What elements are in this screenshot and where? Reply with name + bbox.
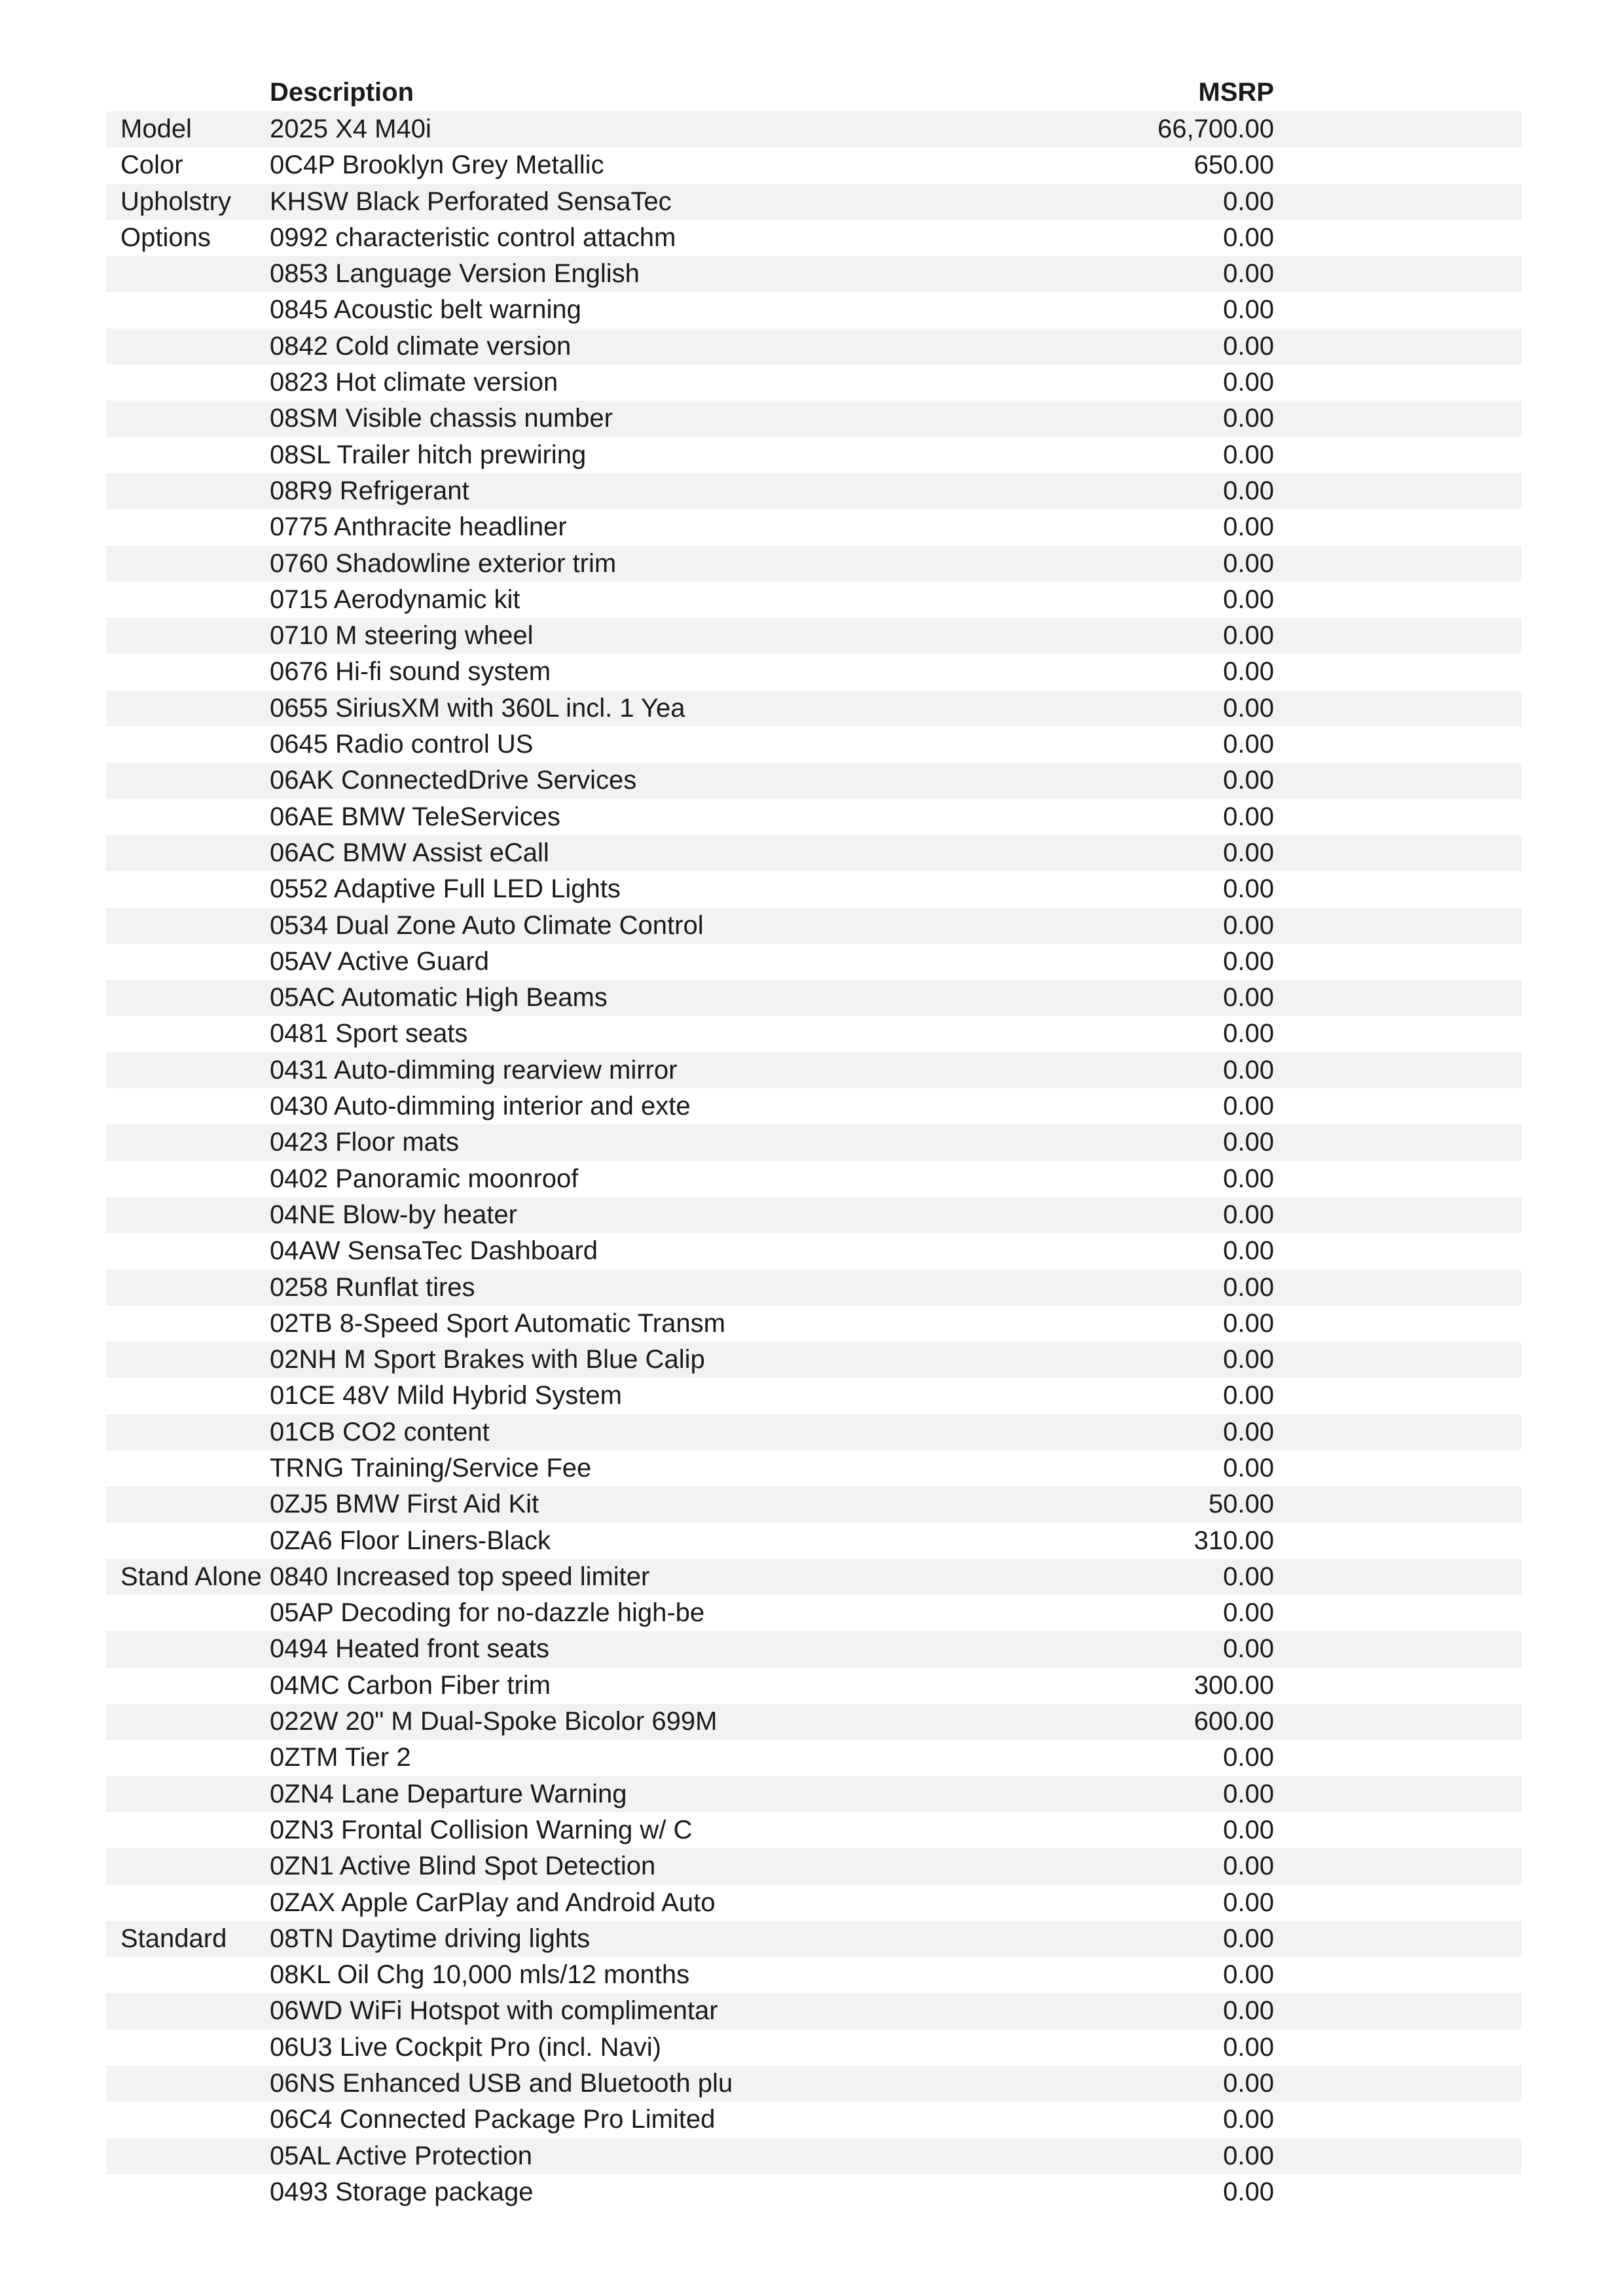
row-msrp: 0.00: [1223, 766, 1274, 795]
row-msrp: 0.00: [1223, 1236, 1274, 1266]
row-msrp: 0.00: [1223, 1128, 1274, 1157]
table-row: [106, 618, 1522, 654]
row-description: 0423 Floor mats: [270, 1128, 460, 1157]
row-msrp: 0.00: [1223, 331, 1274, 361]
row-description: 0845 Acoustic belt warning: [270, 295, 581, 325]
table-row: [106, 654, 1522, 690]
table-row: [106, 1486, 1522, 1522]
table-row: [106, 1776, 1522, 1812]
table-row: [106, 184, 1522, 220]
row-msrp: 0.00: [1223, 1888, 1274, 1917]
row-msrp: 0.00: [1223, 946, 1274, 976]
row-category: Standard: [120, 1924, 227, 1953]
table-row: [106, 147, 1522, 183]
table-row: [106, 1378, 1522, 1414]
table-row: [106, 220, 1522, 256]
table-row: [106, 401, 1522, 437]
row-msrp: 0.00: [1223, 440, 1274, 469]
row-description: 06C4 Connected Package Pro Limited: [270, 2105, 716, 2134]
row-msrp: 0.00: [1223, 838, 1274, 867]
row-description: 05AL Active Protection: [270, 2141, 532, 2170]
row-msrp: 0.00: [1223, 1815, 1274, 1844]
row-msrp: 0.00: [1223, 1345, 1274, 1374]
row-description: 0ZN4 Lane Departure Warning: [270, 1779, 627, 1808]
row-msrp: 0.00: [1223, 368, 1274, 397]
row-msrp: 0.00: [1223, 1743, 1274, 1772]
table-row: [106, 582, 1522, 618]
row-msrp: 0.00: [1223, 621, 1274, 651]
table-row: [106, 1016, 1522, 1052]
row-description: 06AK ConnectedDrive Services: [270, 766, 637, 795]
row-description: 06AE BMW TeleServices: [270, 802, 560, 831]
row-description: 04NE Blow-by heater: [270, 1200, 517, 1229]
table-row: [106, 691, 1522, 726]
row-msrp: 0.00: [1223, 512, 1274, 542]
row-msrp: 0.00: [1223, 1055, 1274, 1085]
table-row: [106, 256, 1522, 292]
row-description: 0493 Storage package: [270, 2177, 534, 2206]
header-description: Description: [270, 78, 414, 107]
row-msrp: 66,700.00: [1158, 115, 1274, 143]
row-description: 2025 X4 M40i: [270, 115, 431, 143]
table-row: [106, 2174, 1522, 2210]
table-row: [106, 1052, 1522, 1088]
row-msrp: 0.00: [1223, 1562, 1274, 1591]
row-msrp: 0.00: [1223, 1092, 1274, 1121]
table-row: [106, 292, 1522, 328]
table-row: [106, 329, 1522, 365]
row-msrp: 0.00: [1223, 802, 1274, 831]
row-description: 06AC BMW Assist eCall: [270, 838, 549, 867]
table-row: [106, 1559, 1522, 1595]
row-description: 0655 SiriusXM with 360L incl. 1 Yea: [270, 693, 685, 723]
header-msrp: MSRP: [1198, 78, 1274, 107]
table-row: [106, 835, 1522, 871]
row-description: 022W 20" M Dual-Spoke Bicolor 699M: [270, 1707, 718, 1736]
row-msrp: 650.00: [1194, 151, 1274, 180]
row-description: 0760 Shadowline exterior trim: [270, 548, 617, 578]
table-row: [106, 1088, 1522, 1124]
row-msrp: 0.00: [1223, 548, 1274, 578]
row-description: 0840 Increased top speed limiter: [270, 1562, 650, 1591]
table-row: [106, 1740, 1522, 1776]
row-category: Color: [120, 151, 183, 180]
table-row: [106, 908, 1522, 944]
table-row: [106, 2138, 1522, 2174]
table-row: [106, 944, 1522, 980]
row-description: 0775 Anthracite headliner: [270, 512, 567, 542]
row-description: 0402 Panoramic moonroof: [270, 1164, 579, 1193]
table-row: [106, 1595, 1522, 1631]
row-msrp: 0.00: [1223, 1634, 1274, 1664]
msrp-table: [106, 75, 1522, 2210]
row-category: Options: [120, 223, 211, 252]
row-description: 0ZN3 Frontal Collision Warning w/ C: [270, 1815, 693, 1844]
table-row: [106, 871, 1522, 907]
row-description: TRNG Training/Service Fee: [270, 1453, 592, 1482]
row-msrp: 0.00: [1223, 1019, 1274, 1049]
table-row: [106, 1921, 1522, 1957]
table-header-row: [106, 75, 1522, 111]
table-row: [106, 1270, 1522, 1306]
row-description: 02TB 8-Speed Sport Automatic Transm: [270, 1308, 725, 1338]
table-row: [106, 1631, 1522, 1667]
table-row: [106, 980, 1522, 1016]
row-msrp: 0.00: [1223, 1996, 1274, 2026]
row-msrp: 0.00: [1223, 1453, 1274, 1482]
table-row: [106, 1161, 1522, 1197]
row-msrp: 0.00: [1223, 1852, 1274, 1881]
row-msrp: 0.00: [1223, 657, 1274, 687]
row-description: 0ZN1 Active Blind Spot Detection: [270, 1852, 656, 1881]
row-description: 05AV Active Guard: [270, 946, 489, 976]
row-description: 0842 Cold climate version: [270, 331, 572, 361]
row-description: 02NH M Sport Brakes with Blue Calip: [270, 1345, 705, 1374]
row-msrp: 0.00: [1223, 2177, 1274, 2206]
row-description: 01CE 48V Mild Hybrid System: [270, 1381, 622, 1410]
row-msrp: 0.00: [1223, 1381, 1274, 1410]
row-description: 08SL Trailer hitch prewiring: [270, 440, 587, 469]
row-msrp: 0.00: [1223, 1200, 1274, 1229]
row-description: 0258 Runflat tires: [270, 1272, 475, 1302]
row-description: 08SM Visible chassis number: [270, 404, 613, 433]
table-row: [106, 437, 1522, 473]
row-description: 0715 Aerodynamic kit: [270, 584, 520, 614]
row-description: 0ZTM Tier 2: [270, 1743, 411, 1772]
table-row: [106, 1197, 1522, 1233]
row-description: 0676 Hi-fi sound system: [270, 657, 551, 687]
row-description: 0645 Radio control US: [270, 730, 534, 759]
row-msrp: 0.00: [1223, 1779, 1274, 1808]
row-msrp: 0.00: [1223, 1164, 1274, 1193]
row-msrp: 0.00: [1223, 730, 1274, 759]
table-row: [106, 1523, 1522, 1559]
row-msrp: 0.00: [1223, 910, 1274, 940]
table-row: [106, 726, 1522, 762]
table-row: [106, 1342, 1522, 1378]
table-row: [106, 1233, 1522, 1269]
row-msrp: 0.00: [1223, 187, 1274, 216]
row-description: 0481 Sport seats: [270, 1019, 468, 1049]
table-row: [106, 1450, 1522, 1486]
row-msrp: 0.00: [1223, 1417, 1274, 1446]
row-description: 0710 M steering wheel: [270, 621, 534, 651]
table-row: [106, 2030, 1522, 2066]
table-row: [106, 1812, 1522, 1848]
row-description: 08R9 Refrigerant: [270, 476, 469, 505]
row-description: 0C4P Brooklyn Grey Metallic: [270, 151, 604, 180]
table-row: [106, 2102, 1522, 2138]
row-msrp: 0.00: [1223, 259, 1274, 289]
row-description: 05AC Automatic High Beams: [270, 983, 608, 1013]
row-msrp: 0.00: [1223, 1598, 1274, 1628]
row-msrp: 0.00: [1223, 476, 1274, 505]
row-msrp: 0.00: [1223, 874, 1274, 904]
row-description: 0431 Auto-dimming rearview mirror: [270, 1055, 678, 1085]
row-description: 0ZA6 Floor Liners-Black: [270, 1526, 551, 1555]
row-msrp: 0.00: [1223, 2069, 1274, 2098]
table-row: [106, 365, 1522, 401]
row-msrp: 0.00: [1223, 983, 1274, 1013]
table-row: [106, 1414, 1522, 1450]
row-description: 06NS Enhanced USB and Bluetooth plu: [270, 2069, 733, 2098]
row-category: Model: [120, 115, 192, 143]
table-row: [106, 1848, 1522, 1884]
table-row: [106, 546, 1522, 582]
table-row: [106, 509, 1522, 545]
row-msrp: 0.00: [1223, 2105, 1274, 2134]
row-description: 06U3 Live Cockpit Pro (incl. Navi): [270, 2032, 661, 2062]
row-description: 0552 Adaptive Full LED Lights: [270, 874, 621, 904]
row-description: 0534 Dual Zone Auto Climate Control: [270, 910, 704, 940]
table-row: [106, 1957, 1522, 1993]
row-msrp: 0.00: [1223, 1308, 1274, 1338]
row-msrp: 0.00: [1223, 2032, 1274, 2062]
table-body: [106, 111, 1522, 2210]
row-description: 0ZJ5 BMW First Aid Kit: [270, 1490, 539, 1519]
table-row: [106, 1306, 1522, 1342]
row-msrp: 0.00: [1223, 1924, 1274, 1953]
row-msrp: 0.00: [1223, 223, 1274, 252]
row-msrp: 0.00: [1223, 584, 1274, 614]
table-row: [106, 1668, 1522, 1704]
row-msrp: 0.00: [1223, 2141, 1274, 2170]
table-row: [106, 1993, 1522, 2029]
row-msrp: 600.00: [1194, 1707, 1274, 1736]
row-description: 06WD WiFi Hotspot with complimentar: [270, 1996, 718, 2026]
row-description: 0992 characteristic control attachm: [270, 223, 676, 252]
table-row: [106, 2066, 1522, 2102]
row-msrp: 300.00: [1194, 1670, 1274, 1700]
row-msrp: 0.00: [1223, 1272, 1274, 1302]
row-msrp: 0.00: [1223, 295, 1274, 325]
row-description: 0ZAX Apple CarPlay and Android Auto: [270, 1888, 716, 1917]
row-msrp: 0.00: [1223, 693, 1274, 723]
row-description: 05AP Decoding for no-dazzle high-be: [270, 1598, 705, 1628]
row-description: 01CB CO2 content: [270, 1417, 490, 1446]
row-description: 0823 Hot climate version: [270, 368, 558, 397]
row-msrp: 0.00: [1223, 1960, 1274, 1990]
table-row: [106, 799, 1522, 835]
table-row: [106, 1124, 1522, 1160]
row-msrp: 0.00: [1223, 404, 1274, 433]
row-description: 08KL Oil Chg 10,000 mls/12 months: [270, 1960, 690, 1990]
row-description: 0853 Language Version English: [270, 259, 640, 289]
row-category: Upholstry: [120, 187, 231, 216]
row-description: 0430 Auto-dimming interior and exte: [270, 1092, 691, 1121]
row-msrp: 50.00: [1208, 1490, 1274, 1519]
table-row: [106, 1704, 1522, 1740]
row-description: KHSW Black Perforated SensaTec: [270, 187, 672, 216]
row-description: 08TN Daytime driving lights: [270, 1924, 591, 1953]
row-description: 04MC Carbon Fiber trim: [270, 1670, 551, 1700]
row-description: 0494 Heated front seats: [270, 1634, 549, 1664]
table-row: [106, 762, 1522, 798]
row-category: Stand Alone: [120, 1562, 262, 1591]
table-row: [106, 111, 1522, 147]
row-msrp: 310.00: [1194, 1526, 1274, 1555]
table-row: [106, 473, 1522, 509]
table-row: [106, 1885, 1522, 1921]
row-description: 04AW SensaTec Dashboard: [270, 1236, 598, 1266]
